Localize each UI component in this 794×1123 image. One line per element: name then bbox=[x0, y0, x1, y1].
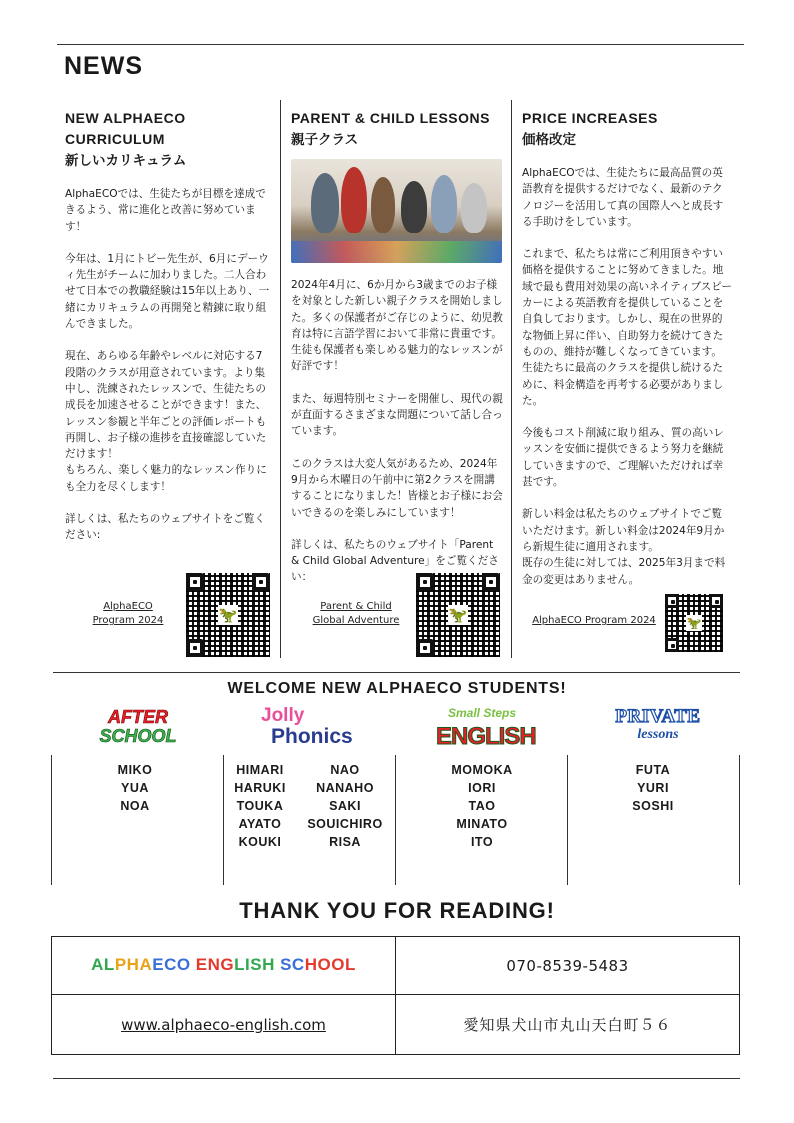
paragraph: このクラスは大変人気があるため、2024年9月から木曜日の午前中に第2クラスを開講することになりました！皆様とお子様にお会いできるのを楽しみにしています！ bbox=[291, 457, 503, 519]
dino-icon: 🦖 bbox=[218, 606, 238, 624]
qr-link-price[interactable]: AlphaECO Program 2024 bbox=[532, 615, 656, 626]
student-name: FUTA bbox=[635, 763, 671, 777]
student-name: NOA bbox=[120, 799, 150, 813]
news-column-curriculum bbox=[65, 108, 270, 544]
school-name-part: AL bbox=[91, 955, 115, 975]
private-lessons-logo: PRIVATE lessons bbox=[615, 706, 701, 742]
student-name: HARUKI bbox=[234, 781, 286, 795]
phone-cell bbox=[396, 937, 740, 995]
school-name-part: ENG bbox=[190, 955, 235, 975]
school-name-part: HOOL bbox=[304, 955, 356, 975]
school-name-cell bbox=[52, 937, 396, 995]
paragraph: 詳しくは、私たちのウェブサイトをご覧ください: bbox=[65, 513, 266, 542]
column-title: PARENT & CHILD LESSONS bbox=[291, 110, 490, 126]
group-divider bbox=[395, 755, 396, 885]
student-name: NANAHO bbox=[316, 781, 374, 795]
column-divider bbox=[511, 100, 512, 658]
website-link[interactable]: www.alphaeco-english.com bbox=[121, 1015, 326, 1034]
paragraph: AlphaECOでは、生徒たちが目標を達成できるよう、常に進化と改善に努めています！ bbox=[65, 188, 266, 233]
address-cell bbox=[396, 994, 740, 1054]
paragraph: 今年は、1月にトビー先生が、6月にデーウィ先生がチームに加わりました。二人合わせて日本での教職経験は15年以上あり、一緒にカリキュラムの再開発と精錬に取り組んできました。 bbox=[65, 252, 270, 331]
student-name: RISA bbox=[329, 835, 361, 849]
url-cell bbox=[52, 994, 396, 1054]
school-name-part: ECO bbox=[152, 955, 191, 975]
student-name: TOUKA bbox=[236, 799, 284, 813]
student-name: YUA bbox=[121, 781, 149, 795]
group-divider bbox=[223, 755, 224, 885]
qr-code-icon[interactable] bbox=[186, 573, 270, 657]
column-title: NEW ALPHAECO CURRICULUM bbox=[65, 110, 186, 147]
page-title: NEWS bbox=[64, 52, 143, 80]
qr-link-curriculum[interactable]: AlphaECO Program 2024 bbox=[92, 601, 164, 626]
news-column-price bbox=[522, 108, 732, 588]
column-title-jp: 親子クラス bbox=[291, 132, 359, 148]
top-rule bbox=[57, 44, 744, 45]
paragraph: 新しい料金は私たちのウェブサイトでご覧いただけます。新しい料金は2024年9月から新規生徒に適用されます。 既存の生徒に対しては、2025年3月まで料金の変更はありません。 bbox=[522, 508, 726, 586]
after-school-logo: AFTER SCHOOL bbox=[99, 707, 177, 746]
bottom-rule bbox=[53, 1078, 740, 1079]
section-rule bbox=[53, 672, 740, 673]
qr-link-parent-child[interactable]: Parent & Child Global Adventure bbox=[312, 601, 400, 626]
column-divider bbox=[280, 100, 281, 658]
names-small-steps bbox=[436, 761, 528, 851]
student-name: AYATO bbox=[238, 817, 282, 831]
phone-number[interactable]: 070-8539-5483 bbox=[506, 956, 629, 975]
names-jolly-right bbox=[300, 761, 390, 851]
student-name: KOUKI bbox=[238, 835, 282, 849]
school-name-part: LISH bbox=[234, 955, 275, 975]
school-name-part: PHA bbox=[114, 955, 153, 975]
group-divider bbox=[567, 755, 568, 885]
names-jolly-left bbox=[230, 761, 290, 851]
school-name-part: SC bbox=[274, 955, 305, 975]
paragraph: 現在、あらゆる年齢やレベルに対応する7段階のクラスが用意されています。より集中し、洗練されたレッスンで、生徒たちの成長を加速させることができます！また、レッスン参観と半年ごとの評価レポートも再開し、お子様の進捗を直接確認していただけます！ もちろん、楽しく魅力的なレッスン作りにも全力を尽くします！ bbox=[65, 350, 267, 493]
column-title-jp: 価格改定 bbox=[522, 132, 576, 148]
address: 愛知県犬山市丸山天白町５６ bbox=[463, 1015, 672, 1034]
column-title-jp: 新しいカリキュラム bbox=[65, 153, 187, 169]
paragraph: これまで、私たちは常にご利用頂きやすい価格を提供することに努めてきました。地域で最も費用対効果の高いネイティブスピーカーによる英語教育を提供していることを自負しております。しかし、現在の世界的な物価上昇に伴い、自助努力を続けてきたものの、維持が難しくなってきています。生徒たちに最高のクラスを提供し続けるために、料金構造を再考する必要がありました。 bbox=[522, 248, 732, 407]
student-name: SOUICHIRO bbox=[307, 817, 383, 831]
student-name: SOSHI bbox=[632, 799, 674, 813]
student-name: TAO bbox=[468, 799, 496, 813]
paragraph: 詳しくは、私たちのウェブサイト「Parent & Child Global Adventure」をご覧ください： bbox=[291, 538, 499, 584]
school-name bbox=[91, 955, 356, 974]
student-name: ITO bbox=[470, 835, 494, 849]
small-steps-english-logo: Small Steps ENGLISH bbox=[436, 706, 536, 750]
names-after-school bbox=[95, 761, 175, 815]
group-divider bbox=[51, 755, 52, 885]
dino-icon: 🦖 bbox=[686, 616, 702, 630]
student-name: SAKI bbox=[329, 799, 361, 813]
student-name: MIKO bbox=[117, 763, 153, 777]
jolly-phonics-logo: Jolly Phonics bbox=[261, 705, 353, 748]
student-name: MINATO bbox=[456, 817, 508, 831]
class-photo bbox=[291, 159, 502, 263]
qr-code-icon[interactable] bbox=[665, 594, 723, 652]
student-name: NAO bbox=[330, 763, 360, 777]
paragraph: また、毎週特別セミナーを開催し、現代の親が直面するさまざまな問題について話し合っています。 bbox=[291, 392, 503, 438]
student-name: MOMOKA bbox=[451, 763, 513, 777]
column-title: PRICE INCREASES bbox=[522, 110, 658, 126]
thanks-heading: THANK YOU FOR READING! bbox=[239, 898, 555, 923]
qr-code-icon[interactable] bbox=[416, 573, 500, 657]
welcome-title: WELCOME NEW ALPHAECO STUDENTS! bbox=[227, 680, 567, 697]
paragraph: 2024年4月に、6か月から3歳までのお子様を対象とした新しい親子クラスを開始しました。多くの保護者がご存じのように、幼児教育は特に言語学習において非常に貴重です。生徒も保護者も楽しめる魅力的なレッスンが好評です！ bbox=[291, 279, 503, 373]
paragraph: AlphaECOでは、生徒たちに最高品質の英語教育を提供するだけでなく、最新のテクノロジーを活用して真の国際人へと成長する手助けをしています。 bbox=[522, 167, 724, 228]
student-name: IORI bbox=[468, 781, 496, 795]
paragraph: 今後もコスト削減に取り組み、質の高いレッスンを安価に提供できるよう努力を継続していきますので、ご理解いただければ幸甚です。 bbox=[522, 427, 724, 489]
student-name: YURI bbox=[637, 781, 669, 795]
names-private bbox=[613, 761, 693, 815]
dino-icon: 🦖 bbox=[448, 606, 468, 624]
group-divider bbox=[739, 755, 740, 885]
contact-table bbox=[51, 936, 740, 1055]
student-name: HIMARI bbox=[236, 763, 284, 777]
